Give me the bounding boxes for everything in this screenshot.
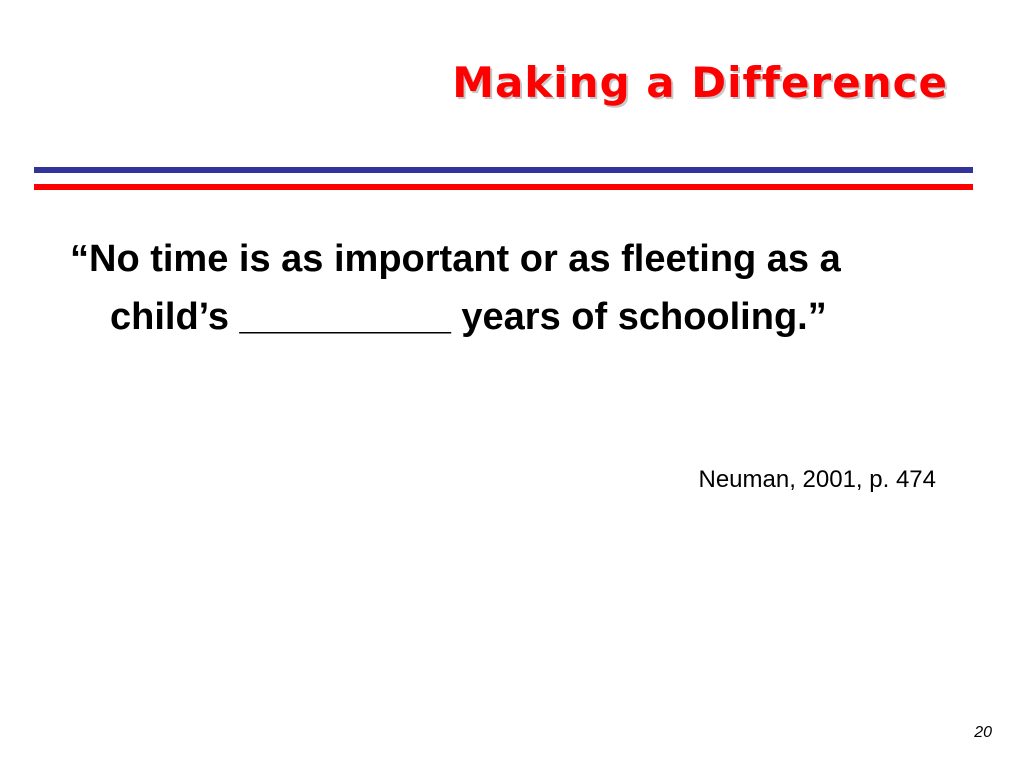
title-rule-blue xyxy=(34,167,973,173)
slide-title: Making a Difference xyxy=(452,58,948,107)
title-rule-red xyxy=(34,184,973,190)
quote-citation: Neuman, 2001, p. 474 xyxy=(698,466,936,493)
page-number: 20 xyxy=(974,724,992,741)
quote-text: “No time is as important or as fleeting as a child’s __________ years of schooling.” xyxy=(70,238,841,338)
